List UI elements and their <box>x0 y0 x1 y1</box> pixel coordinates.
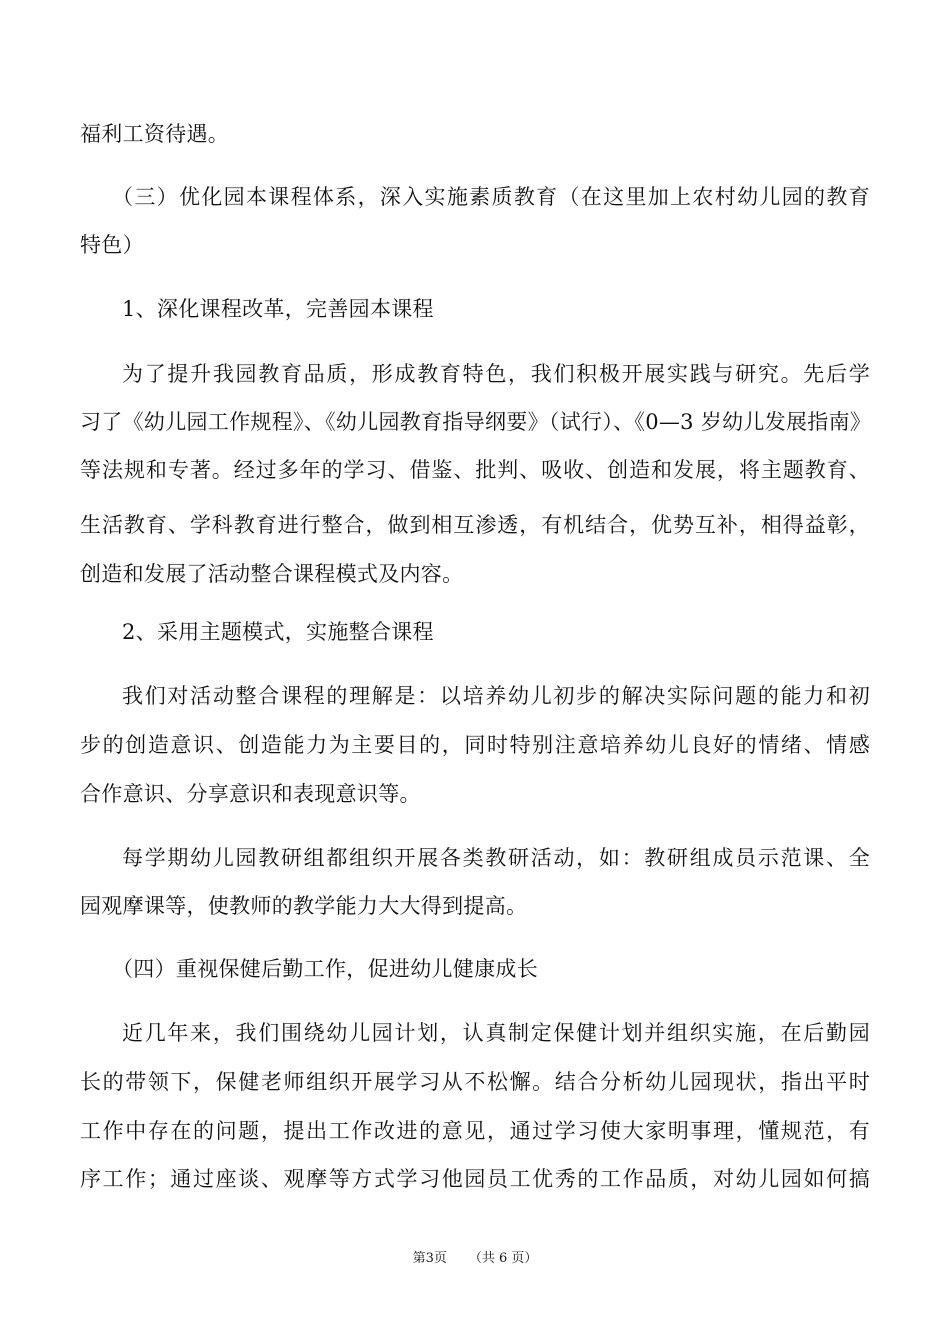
paragraph-line: 园观摩课等，使教师的教学能力大大得到提高。 <box>80 894 528 918</box>
paragraph-line: 步的创造意识、创造能力为主要目的，同时特别注意培养幼儿良好的情绪、情感 <box>80 733 870 757</box>
paragraph-line: 序工作；通过座谈、观摩等方式学习他园员工优秀的工作品质，对幼儿园如何搞 <box>80 1167 870 1191</box>
paragraph-line: 等法规和专著。经过多年的学习、借鉴、批判、吸收、创造和发展，将主题教育、 <box>80 458 870 482</box>
paragraph-line: 习了《幼儿园工作规程》、《幼儿园教育指导纲要》（试行）、《0—3 岁幼儿发展指南》 <box>80 410 872 434</box>
page-total: （共 6 页） <box>468 1251 538 1266</box>
section-heading: （四）重视保健后勤工作，促进幼儿健康成长 <box>112 957 538 981</box>
paragraph-line: 我们对活动整合课程的理解是：以培养幼儿初步的解决实际问题的能力和初 <box>122 684 870 708</box>
section-heading-continued: 特色） <box>80 233 144 257</box>
paragraph-line: 生活教育、学科教育进行整合，做到相互渗透，有机结合，优势互补，相得益彰， <box>80 513 870 537</box>
paragraph-line: 每学期幼儿园教研组都组织开展各类教研活动，如：教研组成员示范课、全 <box>122 846 870 870</box>
section-heading: （三）优化园本课程体系，深入实施素质教育（在这里加上农村幼儿园的教育 <box>112 185 870 209</box>
paragraph-line: 近几年来，我们围绕幼儿园计划，认真制定保健计划并组织实施，在后勤园 <box>122 1021 870 1045</box>
page-footer <box>0 1251 950 1267</box>
page-number: 第3页 <box>412 1251 447 1266</box>
subsection-heading: 2、采用主题模式，实施整合课程 <box>122 620 434 644</box>
text-line: 福利工资待遇。 <box>80 122 230 146</box>
paragraph-line: 工作中存在的问题，提出工作改进的意见，通过学习使大家明事理，懂规范，有 <box>80 1119 870 1143</box>
paragraph-line: 为了提升我园教育品质，形成教育特色，我们积极开展实践与研究。先后学 <box>122 362 870 386</box>
paragraph-line: 合作意识、分享意识和表现意识等。 <box>80 782 421 806</box>
paragraph-line: 创造和发展了活动整合课程模式及内容。 <box>80 562 464 586</box>
subsection-heading: 1、深化课程改革，完善园本课程 <box>122 297 434 321</box>
paragraph-line: 长的带领下，保健老师组织开展学习从不松懈。结合分析幼儿园现状，指出平时 <box>80 1070 870 1094</box>
